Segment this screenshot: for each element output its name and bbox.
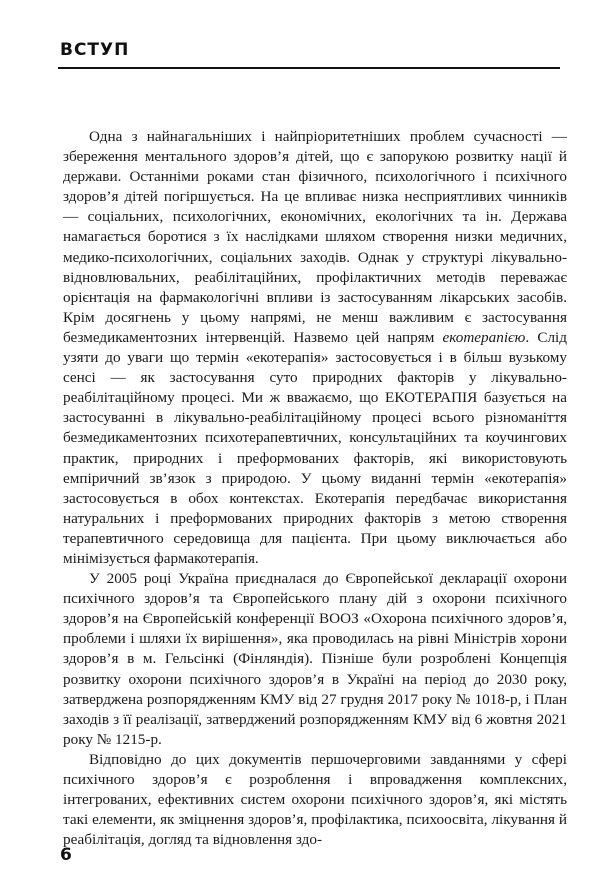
paragraph-1-emphasis: екотерапією [442, 328, 526, 346]
paragraph-1-part2: . Слід узяти до уваги що термін «екотерапія» застосовується і в більш вузькому сенсі — як застосування суто природних факторів у лікувально-реабілітаційному процесі. Ми ж вважаємо, що ЕКОТЕРАПІЯ базується на застосуванні в лікувально-реабілітаційному процесі всього різноманіття безмедикаментозних психотерапевтичних, консультаційних та коучингових практик, природних і преформованих факторів, які використовують емпіричний зв’язок з природою. У цьому виданні термін «екотерапія» застосовується в обох контекстах. Екотерапія передбачає використання натуральних і преформованих природних факторів з метою створення терапевтичного середовища для пацієнта. При цьому виключається або мінімізується фармакотерапія. [63, 328, 567, 567]
page-number: 6 [60, 845, 72, 865]
paragraph-3: Відповідно до цих документів першочерговими завданнями у сфері психічного здоров’я є розроблення і впровадження комплексних, інтегрованих, ефективних систем охорони психічного здоров’я, які містять такі елементи, як зміцнення здоров’я, профілактика, психоосвіта, лікування й реабілітація, догляд та відновлення здо- [63, 750, 567, 849]
paragraph-2: У 2005 році Україна приєдналася до Європейської декларації охорони психічного здоров’я та Європейського плану дій з охорони психічного здоров’я на Європейській конференції ВООЗ «Охорона психічного здоров’я, проблеми і шляхи їх вирішення», яка проводилась на рівні Міністрів хорони здоров’я в м. Гельсінкі (Фінляндія). Пізніше були розроблені Концепція розвитку охорони психічного здоров’я в Україні на період до 2030 року, затверджена розпорядженням КМУ від 27 грудня 2017 року № 1018-р, і План заходів з її реалізації, затверджений розпорядженням КМУ від 6 жовтня 2021 року № 1215-р. [63, 570, 567, 748]
page-body [63, 127, 567, 850]
chapter-title: ВСТУП [60, 40, 130, 60]
paragraph-1-part1: Одна з найнагальніших і найпріоритетніших проблем сучасності — збереження ментального здоров’я дітей, що є запорукою розвитку нації й держави. Останніми роками стан фізичного, психологічного і психічного здоров’я дітей погіршується. На це впливає низка несприятливих чинників — соціальних, психологічних, економічних, екологічних та ін. Держава намагається боротися з їх наслідками шляхом створення низки медичних, медико-психологічних, соціальних заходів. Однак у структурі лікувально-відновлювальних, реабілітаційних, профілактичних методів переважає орієнтація на фармакологічні впливи із застосуванням лікарських засобів. Крім досягнень у цьому напрямі, не менш важливим є застосування безмедикаментозних інтервенцій. Назвемо цей напрям [63, 128, 567, 346]
paragraph-1 [63, 127, 567, 569]
header-rule [58, 67, 560, 69]
